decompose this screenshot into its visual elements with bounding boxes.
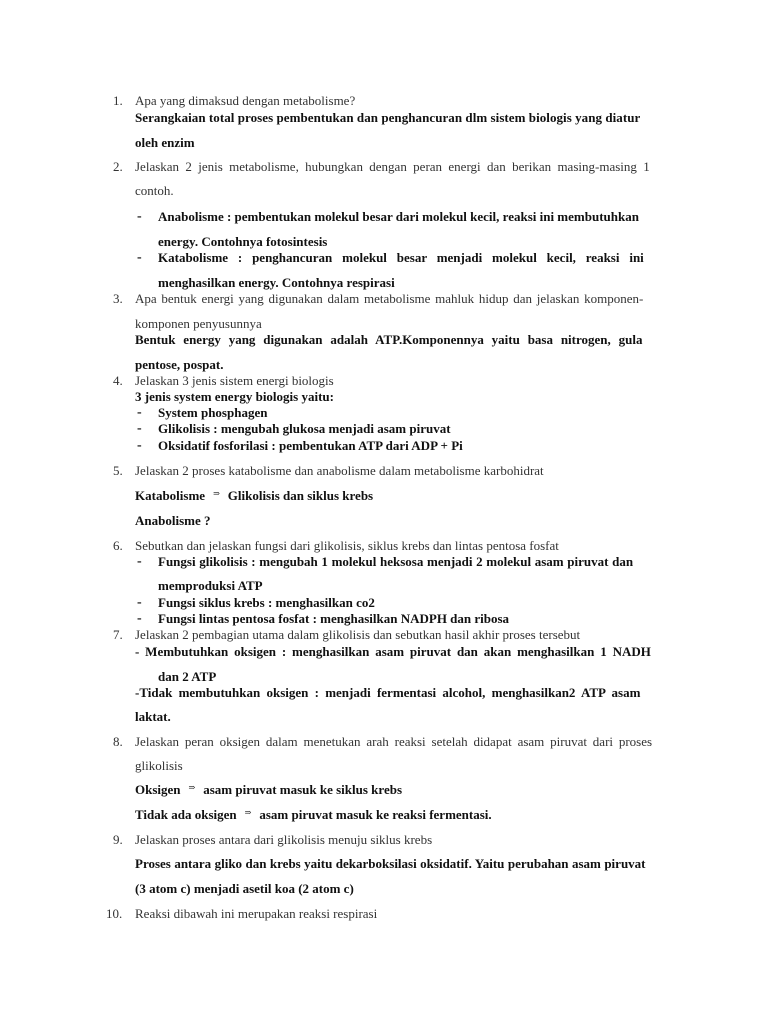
bullet-dash: - — [137, 421, 142, 436]
answer-text: oleh enzim — [135, 135, 195, 150]
answer-line — [135, 487, 373, 505]
answer-text: 3 jenis system energy biologis yaitu: — [135, 389, 334, 404]
question-text: contoh. — [135, 183, 174, 198]
answer-text: laktat. — [135, 709, 171, 724]
question-text: Jelaskan 3 jenis sistem energi biologis — [135, 373, 334, 388]
bullet-dash: - — [137, 611, 142, 626]
bullet-dash: - — [137, 595, 142, 610]
bullet-text: Glikolisis : mengubah glukosa menjadi asam piruvat — [158, 421, 451, 436]
answer-value: Glikolisis dan siklus krebs — [227, 488, 374, 503]
item-number: 7. — [113, 627, 123, 642]
answer-text: -Tidak membutuhkan oksigen : menjadi fermentasi alcohol, menghasilkan2 ATP asam — [135, 685, 641, 700]
item-number: 1. — [113, 93, 123, 108]
arrow-icon: ⇒ — [213, 489, 220, 498]
bullet-dash: - — [137, 554, 142, 569]
item-number: 8. — [113, 734, 123, 749]
item-number: 4. — [113, 373, 123, 388]
bullet-text: Oksidatif fosforilasi : pembentukan ATP dari ADP + Pi — [158, 438, 463, 453]
item-number: 2. — [113, 159, 123, 174]
answer-label: Oksigen — [135, 782, 181, 797]
bullet-text: Fungsi siklus krebs : menghasilkan co2 — [158, 595, 375, 610]
question-text: Jelaskan 2 proses katabolisme dan anabolisme dalam metabolisme karbohidrat — [135, 463, 544, 478]
answer-text: dan 2 ATP — [158, 669, 217, 684]
answer-text: Proses antara gliko dan krebs yaitu dekarboksilasi oksidatif. Yaitu perubahan asam piruvat — [135, 856, 646, 871]
question-text: komponen penyusunnya — [135, 316, 262, 331]
answer-value: asam piruvat masuk ke reaksi fermentasi. — [259, 807, 492, 822]
question-text: Jelaskan 2 jenis metabolisme, hubungkan dengan peran energi dan berikan masing-masing 1 — [135, 159, 650, 174]
bullet-text: memproduksi ATP — [158, 578, 263, 593]
answer-label: Katabolisme — [135, 488, 206, 503]
bullet-text: menghasilkan energy. Contohnya respirasi — [158, 275, 395, 290]
question-text: Jelaskan peran oksigen dalam menetukan arah reaksi setelah didapat asam piruvat dari proses — [135, 734, 653, 749]
answer-text: Bentuk energy yang digunakan adalah ATP.Komponennya yaitu basa nitrogen, gula — [135, 332, 643, 347]
bullet-dash: - — [137, 438, 142, 453]
answer-value: asam piruvat masuk ke siklus krebs — [203, 782, 403, 797]
answer-line — [135, 806, 492, 824]
item-number: 10. — [106, 906, 123, 921]
item-number: 6. — [113, 538, 123, 553]
bullet-dash: - — [137, 250, 142, 265]
question-text: glikolisis — [135, 758, 183, 773]
answer-text: - Membutuhkan oksigen : menghasilkan asam piruvat dan akan menghasilkan 1 NADH — [135, 644, 651, 659]
answer-text: Serangkaian total proses pembentukan dan penghancuran dlm sistem biologis yang diatur — [135, 110, 641, 125]
item-number: 3. — [113, 291, 123, 306]
bullet-text: Fungsi glikolisis : mengubah 1 molekul heksosa menjadi 2 molekul asam piruvat dan — [158, 554, 634, 569]
question-text: Reaksi dibawah ini merupakan reaksi respirasi — [135, 906, 378, 921]
question-text: Jelaskan 2 pembagian utama dalam glikolisis dan sebutkan hasil akhir proses tersebut — [135, 627, 581, 642]
bullet-dash: - — [137, 405, 142, 420]
bullet-text: System phosphagen — [158, 405, 268, 420]
item-number: 5. — [113, 463, 123, 478]
item-number: 9. — [113, 832, 123, 847]
bullet-text: Anabolisme : pembentukan molekul besar dari molekul kecil, reaksi ini membutuhkan — [158, 209, 639, 224]
answer-line — [135, 781, 402, 799]
arrow-icon: ⇒ — [188, 783, 196, 792]
bullet-dash: - — [137, 209, 142, 224]
question-text: Jelaskan proses antara dari glikolisis menuju siklus krebs — [135, 832, 433, 847]
bullet-text: energy. Contohnya fotosintesis — [158, 234, 328, 249]
question-text: Apa yang dimaksud dengan metabolisme? — [135, 93, 356, 108]
question-text: Apa bentuk energi yang digunakan dalam metabolisme mahluk hidup dan jelaskan komponen- — [135, 291, 644, 306]
arrow-icon: ⇒ — [244, 808, 252, 817]
answer-text: pentose, pospat. — [135, 357, 224, 372]
answer-text: (3 atom c) menjadi asetil koa (2 atom c) — [135, 881, 354, 896]
answer-label: Tidak ada oksigen — [135, 807, 237, 822]
answer-text: Anabolisme ? — [135, 513, 211, 528]
bullet-text: Katabolisme : penghancuran molekul besar menjadi molekul kecil, reaksi ini — [158, 250, 644, 265]
question-text: Sebutkan dan jelaskan fungsi dari glikolisis, siklus krebs dan lintas pentosa fosfat — [135, 538, 559, 553]
bullet-text: Fungsi lintas pentosa fosfat : menghasilkan NADPH dan ribosa — [158, 611, 510, 626]
